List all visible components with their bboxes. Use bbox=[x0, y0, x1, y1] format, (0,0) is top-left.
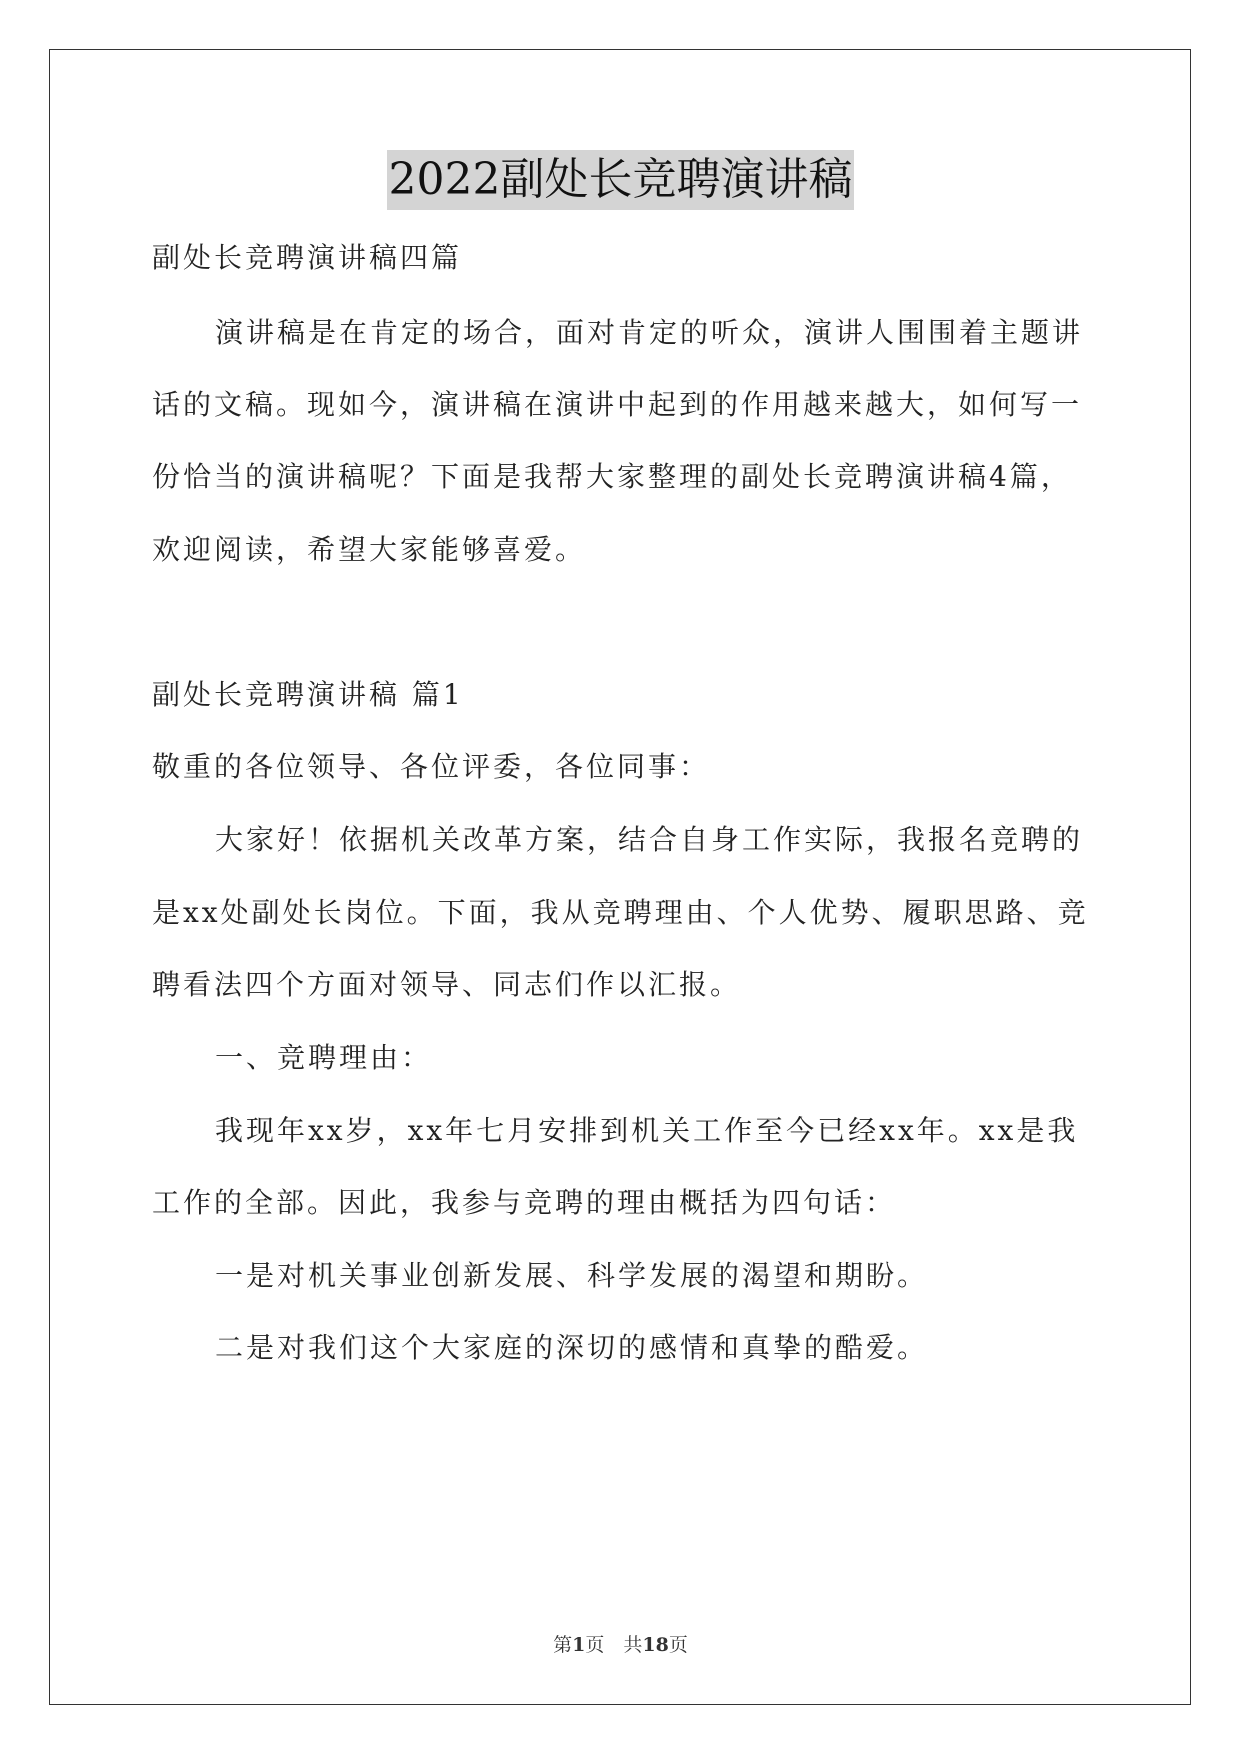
paragraph-line: 一是对机关事业创新发展、科学发展的渴望和期盼。 bbox=[215, 1259, 929, 1292]
paragraph-line: 二是对我们这个大家庭的深切的感情和真挚的酷爱。 bbox=[215, 1331, 929, 1364]
paragraph-line: 大家好！依据机关改革方案，结合自身工作实际，我报名竞聘的 bbox=[215, 823, 1084, 856]
paragraph-line: 是xx处副处长岗位。下面，我从竞聘理由、个人优势、履职思路、竞 bbox=[152, 896, 1089, 929]
paragraph-line: 欢迎阅读，希望大家能够喜爱。 bbox=[152, 533, 587, 566]
page-footer bbox=[0, 1630, 1241, 1657]
page-suffix: 页 bbox=[668, 1634, 688, 1656]
paragraph-line: 话的文稿。现如今，演讲稿在演讲中起到的作用越来越大，如何写一 bbox=[152, 388, 1083, 421]
paragraph-line: 工作的全部。因此，我参与竞聘的理由概括为四句话： bbox=[152, 1186, 897, 1219]
section-heading: 副处长竞聘演讲稿 篇1 bbox=[152, 678, 464, 711]
paragraph-line: 聘看法四个方面对领导、同志们作以汇报。 bbox=[152, 968, 742, 1001]
page-prefix: 第 bbox=[553, 1634, 573, 1656]
title-container bbox=[0, 150, 1241, 210]
page-mid: 页 共 bbox=[585, 1634, 643, 1656]
page-current: 1 bbox=[572, 1634, 586, 1656]
page-border bbox=[49, 49, 1191, 1705]
subtitle-line: 副处长竞聘演讲稿四篇 bbox=[152, 241, 463, 274]
salutation-line: 敬重的各位领导、各位评委，各位同事： bbox=[152, 750, 711, 783]
paragraph-line: 演讲稿是在肯定的场合，面对肯定的听众，演讲人围围着主题讲 bbox=[215, 316, 1084, 349]
paragraph-line: 我现年xx岁，xx年七月安排到机关工作至今已经xx年。xx是我 bbox=[215, 1114, 1079, 1147]
document-title: 2022副处长竞聘演讲稿 bbox=[387, 150, 855, 210]
subsection-heading: 一、竞聘理由： bbox=[215, 1041, 433, 1074]
page-total: 18 bbox=[642, 1634, 669, 1656]
paragraph-line: 份恰当的演讲稿呢？下面是我帮大家整理的副处长竞聘演讲稿4篇， bbox=[152, 460, 1072, 493]
